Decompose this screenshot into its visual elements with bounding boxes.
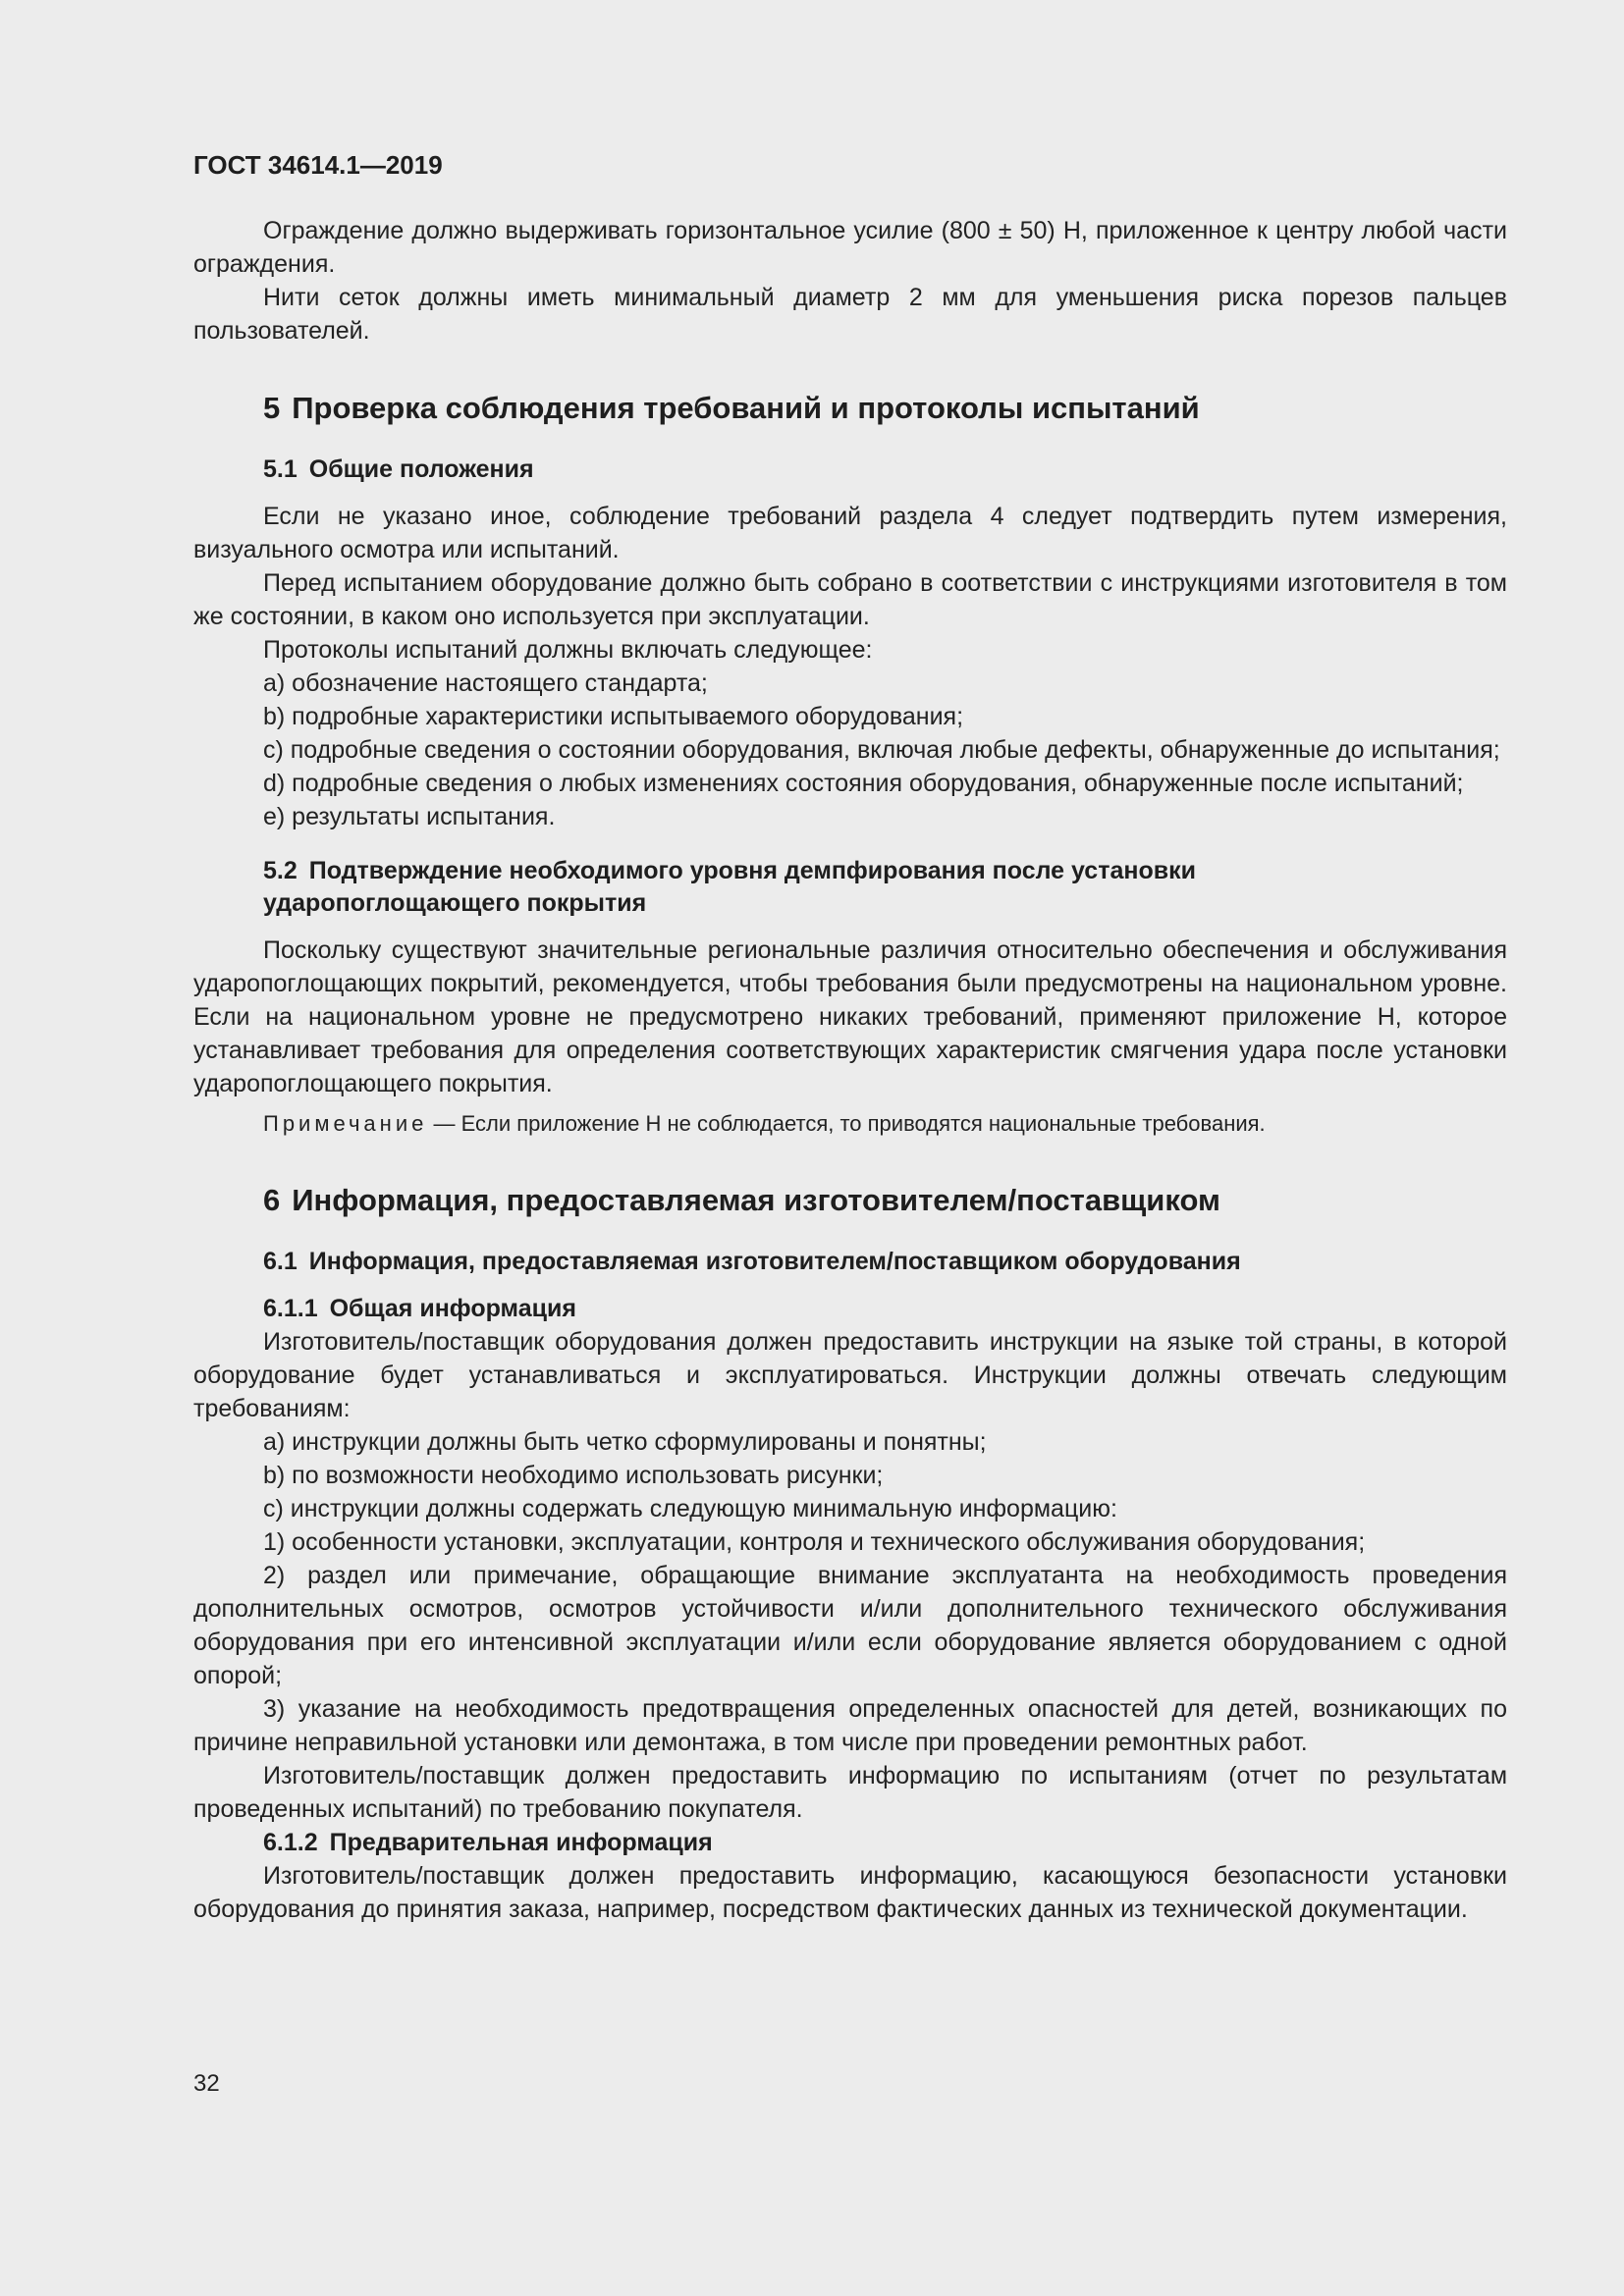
document-page [193,147,1507,1926]
list-item: 3) указание на необходимость предотвращения определенных опасностей для детей, возникающих по причине неправильной установки или демонтажа, в том числе при проведении ремонтных работ. [193,1695,1507,1756]
note-label: Примечание [263,1111,428,1136]
section-number: 5.2 [263,857,298,884]
paragraph: Нити сеток должны иметь минимальный диаметр 2 мм для уменьшения риска порезов пальцев пользователей. [193,284,1507,345]
subsection-heading-6-1 [193,1246,1507,1278]
page-number: 32 [193,2070,220,2097]
list-item: е) результаты испытания. [263,803,556,830]
paragraph: Ограждение должно выдерживать горизонтальное усилие (800 ± 50) Н, приложенное к центру любой части ограждения. [193,217,1507,278]
section-title: Общая информация [329,1295,576,1322]
paragraph: Изготовитель/поставщик должен предоставить информацию, касающуюся безопасности установки оборудования до принятия заказа, например, посредством фактических данных из технической документации. [193,1862,1507,1923]
section-number: 6.1.2 [263,1829,318,1856]
paragraph: Поскольку существуют значительные региональные различия относительно обеспечения и обслуживания ударопоглощающих покрытий, рекомендуется, чтобы требования были предусмотрены на национальном уровне. Если на национальном уровне не предусмотрено никаких требований, применяют приложение Н, которое устанавливает требования для определения соответствующих характеристик смягчения удара после установки ударопоглощающего покрытия. [193,936,1507,1097]
list-item: а) обозначение настоящего стандарта; [263,669,708,697]
subsection-heading-6-1-1 [193,1292,1507,1325]
paragraph: Протоколы испытаний должны включать следующее: [263,636,873,664]
list-item: b) по возможности необходимо использовать рисунки; [263,1462,884,1489]
section-number: 6.1 [263,1248,298,1275]
section-heading-6 [193,1181,1507,1220]
section-title: Подтверждение необходимого уровня демпфирования после установки [308,857,1196,884]
subsection-heading-5-2 [193,855,1507,920]
paragraph: Изготовитель/поставщик должен предоставить информацию по испытаниям (отчет по результатам проведенных испытаний) по требованию покупателя. [193,1762,1507,1823]
note-text: — Если приложение Н не соблюдается, то приводятся национальные требования. [427,1111,1266,1136]
paragraph: Если не указано иное, соблюдение требований раздела 4 следует подтвердить путем измерения, визуального осмотра или испытаний. [193,503,1507,563]
section-number: 5 [263,391,281,425]
list-item: d) подробные сведения о любых изменениях состояния оборудования, обнаруженные после испытаний; [263,770,1464,797]
section-title: Информация, предоставляемая изготовителем/поставщиком [292,1183,1220,1217]
list-item: с) подробные сведения о состоянии оборудования, включая любые дефекты, обнаруженные до испытания; [263,736,1500,764]
section-title: Проверка соблюдения требований и протоколы испытаний [292,391,1200,425]
section-title: Предварительная информация [329,1829,713,1856]
section-number: 5.1 [263,455,298,483]
section-title: Информация, предоставляемая изготовителем/поставщиком оборудования [308,1248,1241,1275]
subsection-heading-5-1 [193,454,1507,486]
note [193,1108,1507,1140]
list-item: с) инструкции должны содержать следующую минимальную информацию: [263,1495,1117,1522]
section-title: Общие положения [308,455,534,483]
list-item: b) подробные характеристики испытываемого оборудования; [263,703,964,730]
document-header: ГОСТ 34614.1—2019 [193,150,443,180]
list-item: 1) особенности установки, эксплуатации, контроля и технического обслуживания оборудования; [263,1528,1366,1556]
section-heading-5 [193,389,1507,428]
section-title-continued: ударопоглощающего покрытия [263,889,647,917]
paragraph: Изготовитель/поставщик оборудования должен предоставить инструкции на языке той страны, в которой оборудование будет устанавливаться и эксплуатироваться. Инструкции должны отвечать следующим требованиям: [193,1328,1507,1422]
list-item: а) инструкции должны быть четко сформулированы и понятны; [263,1428,987,1456]
subsection-heading-6-1-2 [193,1826,1507,1859]
section-number: 6.1.1 [263,1295,318,1322]
list-item: 2) раздел или примечание, обращающие внимание эксплуатанта на необходимость проведения дополнительных осмотров, осмотров устойчивости и/или дополнительного технического обслуживания оборудования при его интенсивной эксплуатации и/или если оборудование является оборудованием с одной опорой; [193,1562,1507,1689]
paragraph: Перед испытанием оборудование должно быть собрано в соответствии с инструкциями изготовителя в том же состоянии, в каком оно используется при эксплуатации. [193,569,1507,630]
section-number: 6 [263,1183,281,1217]
